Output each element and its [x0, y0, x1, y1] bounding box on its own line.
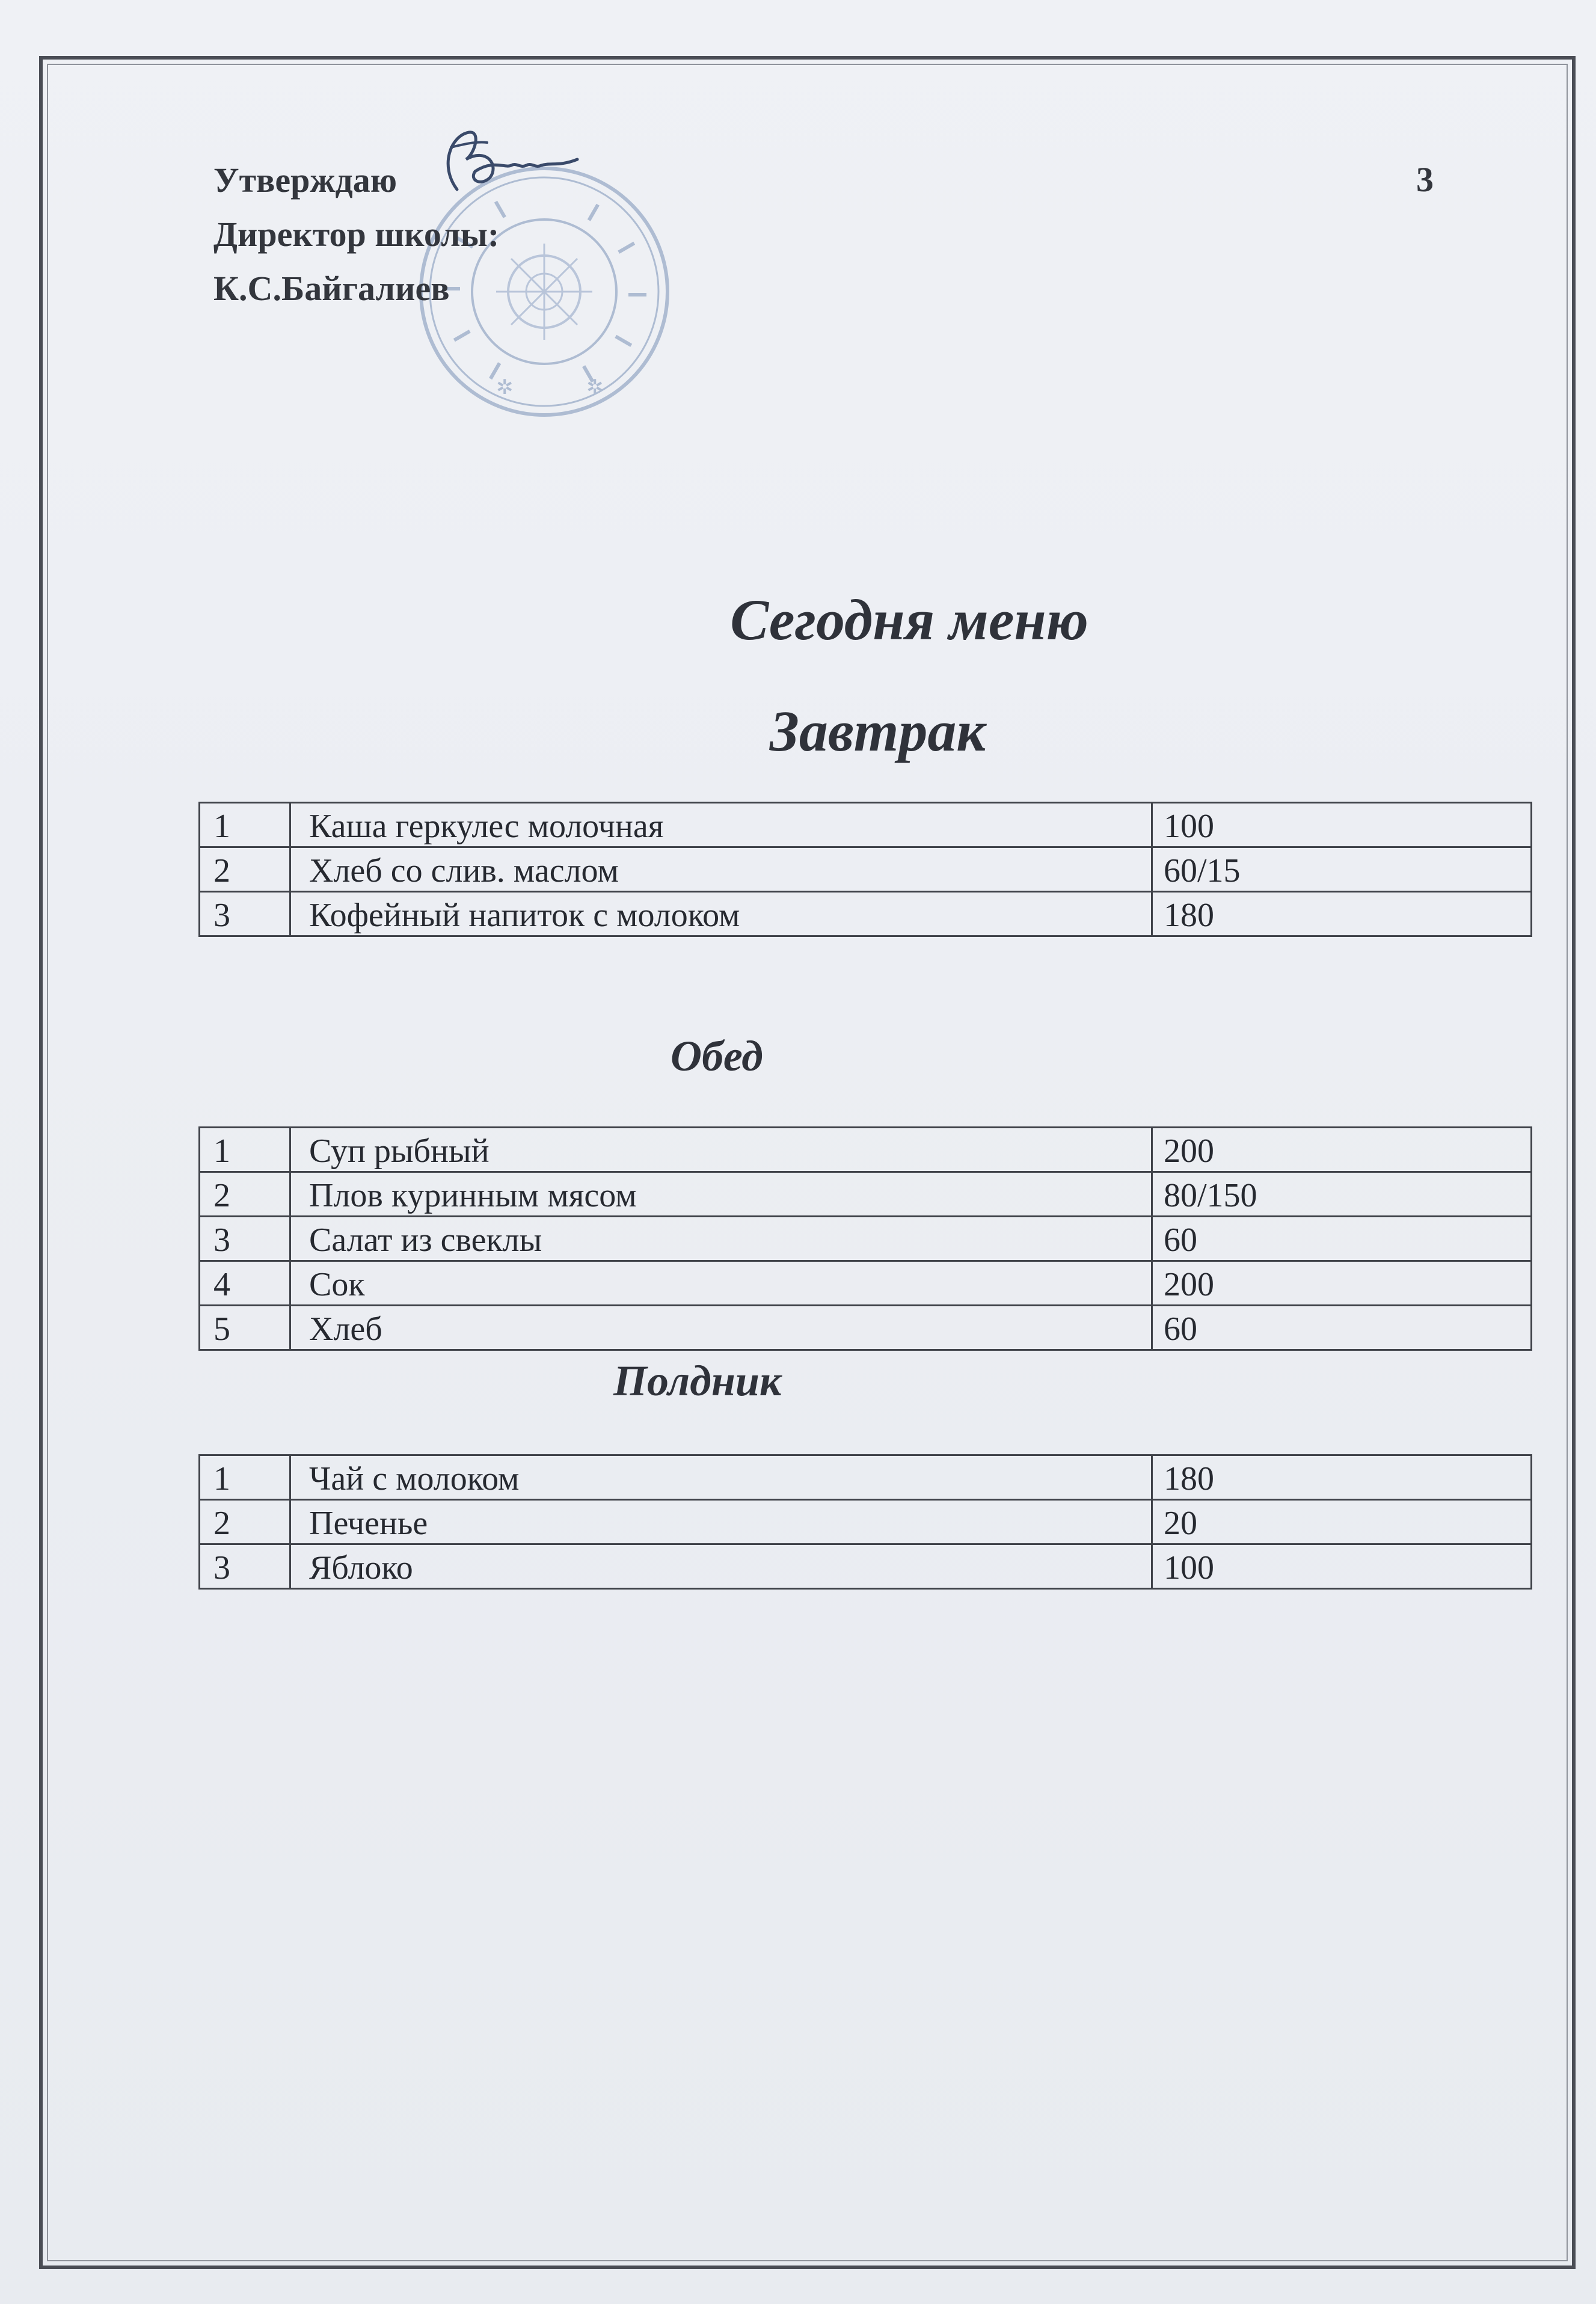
table-row: [200, 1128, 1532, 1172]
row-number: 1: [200, 803, 290, 847]
breakfast-table: [198, 802, 1532, 937]
dish-name: Салат из свеклы: [290, 1217, 1152, 1261]
page-number: 3: [1416, 160, 1434, 199]
dish-name: Хлеб со слив. маслом: [290, 847, 1152, 892]
dish-name: Чай с молоком: [290, 1455, 1152, 1500]
dish-name: Каша геркулес молочная: [290, 803, 1152, 847]
row-number: 3: [200, 892, 290, 936]
table-row: [200, 1306, 1532, 1350]
table-row: [200, 847, 1532, 892]
row-number: 4: [200, 1261, 290, 1306]
row-number: 1: [200, 1455, 290, 1500]
dish-weight: 200: [1152, 1261, 1532, 1306]
dish-name: Суп рыбный: [290, 1128, 1152, 1172]
dish-name: Печенье: [290, 1500, 1152, 1544]
section-title-snack: Полдник: [613, 1357, 782, 1405]
dish-name: Кофейный напиток с молоком: [290, 892, 1152, 936]
row-number: 3: [200, 1217, 290, 1261]
dish-weight: 60: [1152, 1306, 1532, 1350]
dish-name: Сок: [290, 1261, 1152, 1306]
table-row: [200, 1544, 1532, 1589]
dish-weight: 180: [1152, 892, 1532, 936]
dish-name: Яблоко: [290, 1544, 1152, 1589]
table-row: [200, 1455, 1532, 1500]
table-row: [200, 1261, 1532, 1306]
approval-block: [213, 153, 499, 316]
dish-weight: 200: [1152, 1128, 1532, 1172]
dish-weight: 60: [1152, 1217, 1532, 1261]
dish-name: Плов куринным мясом: [290, 1172, 1152, 1217]
dish-name: Хлеб: [290, 1306, 1152, 1350]
table-row: [200, 803, 1532, 847]
svg-text:✲: ✲: [586, 376, 604, 399]
dish-weight: 80/150: [1152, 1172, 1532, 1217]
dish-weight: 100: [1152, 1544, 1532, 1589]
row-number: 1: [200, 1128, 290, 1172]
dish-weight: 20: [1152, 1500, 1532, 1544]
table-row: [200, 1172, 1532, 1217]
snack-table: [198, 1454, 1532, 1590]
row-number: 2: [200, 1500, 290, 1544]
table-row: [200, 1500, 1532, 1544]
table-row: [200, 1217, 1532, 1261]
section-title-lunch: Обед: [671, 1032, 763, 1080]
dish-weight: 100: [1152, 803, 1532, 847]
director-name: К.С.Байгалиев: [213, 269, 450, 308]
row-number: 2: [200, 1172, 290, 1217]
row-number: 2: [200, 847, 290, 892]
page-title: Сегодня меню: [730, 588, 1088, 652]
director-position: Директор школы:: [213, 215, 500, 254]
approve-label: Утверждаю: [213, 161, 397, 200]
lunch-table: [198, 1126, 1532, 1351]
section-title-breakfast: Завтрак: [769, 699, 986, 763]
dish-weight: 60/15: [1152, 847, 1532, 892]
table-row: [200, 892, 1532, 936]
row-number: 5: [200, 1306, 290, 1350]
row-number: 3: [200, 1544, 290, 1589]
dish-weight: 180: [1152, 1455, 1532, 1500]
svg-text:✲: ✲: [496, 376, 514, 399]
